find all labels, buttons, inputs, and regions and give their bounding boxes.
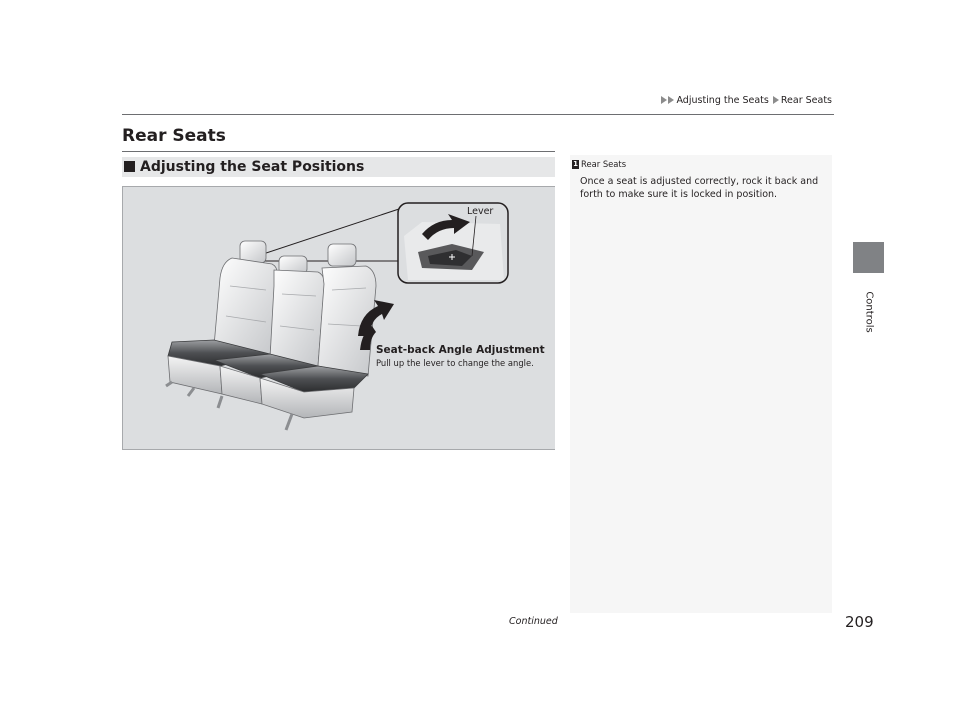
title-divider — [122, 151, 555, 152]
breadcrumb-item[interactable]: Rear Seats — [780, 94, 832, 106]
note-body: Once a seat is adjusted correctly, rock it back and forth to make sure it is locked in position. — [580, 176, 819, 200]
breadcrumb — [660, 93, 835, 107]
header-divider — [122, 114, 834, 115]
callout-title: Seat-back Angle Adjustment — [376, 344, 545, 356]
chapter-label[interactable] — [853, 278, 884, 346]
note-column — [570, 155, 832, 613]
chapter-tab[interactable] — [853, 242, 884, 273]
section-marker-icon — [124, 161, 135, 172]
callout-description: Pull up the lever to change the angle. — [376, 358, 534, 368]
lever-callout: Lever — [467, 206, 494, 217]
chapter-label-text: Controls — [863, 291, 874, 333]
breadcrumb-arrow-icon — [661, 96, 667, 104]
page-number: 209 — [845, 613, 874, 631]
note-number-icon: 1 — [573, 159, 578, 168]
breadcrumb-arrow-icon — [668, 96, 674, 104]
breadcrumb-item[interactable]: Adjusting the Seats — [676, 94, 769, 106]
rear-seat-illustration — [122, 186, 555, 449]
page-title: Rear Seats — [122, 126, 226, 146]
note-reference[interactable] — [572, 158, 626, 170]
section-title: Adjusting the Seat Positions — [140, 159, 365, 175]
figure-bottom-rule — [122, 449, 555, 450]
note-reference-label: Rear Seats — [581, 159, 627, 169]
continued-label: Continued — [509, 616, 558, 627]
breadcrumb-arrow-icon — [773, 96, 779, 104]
